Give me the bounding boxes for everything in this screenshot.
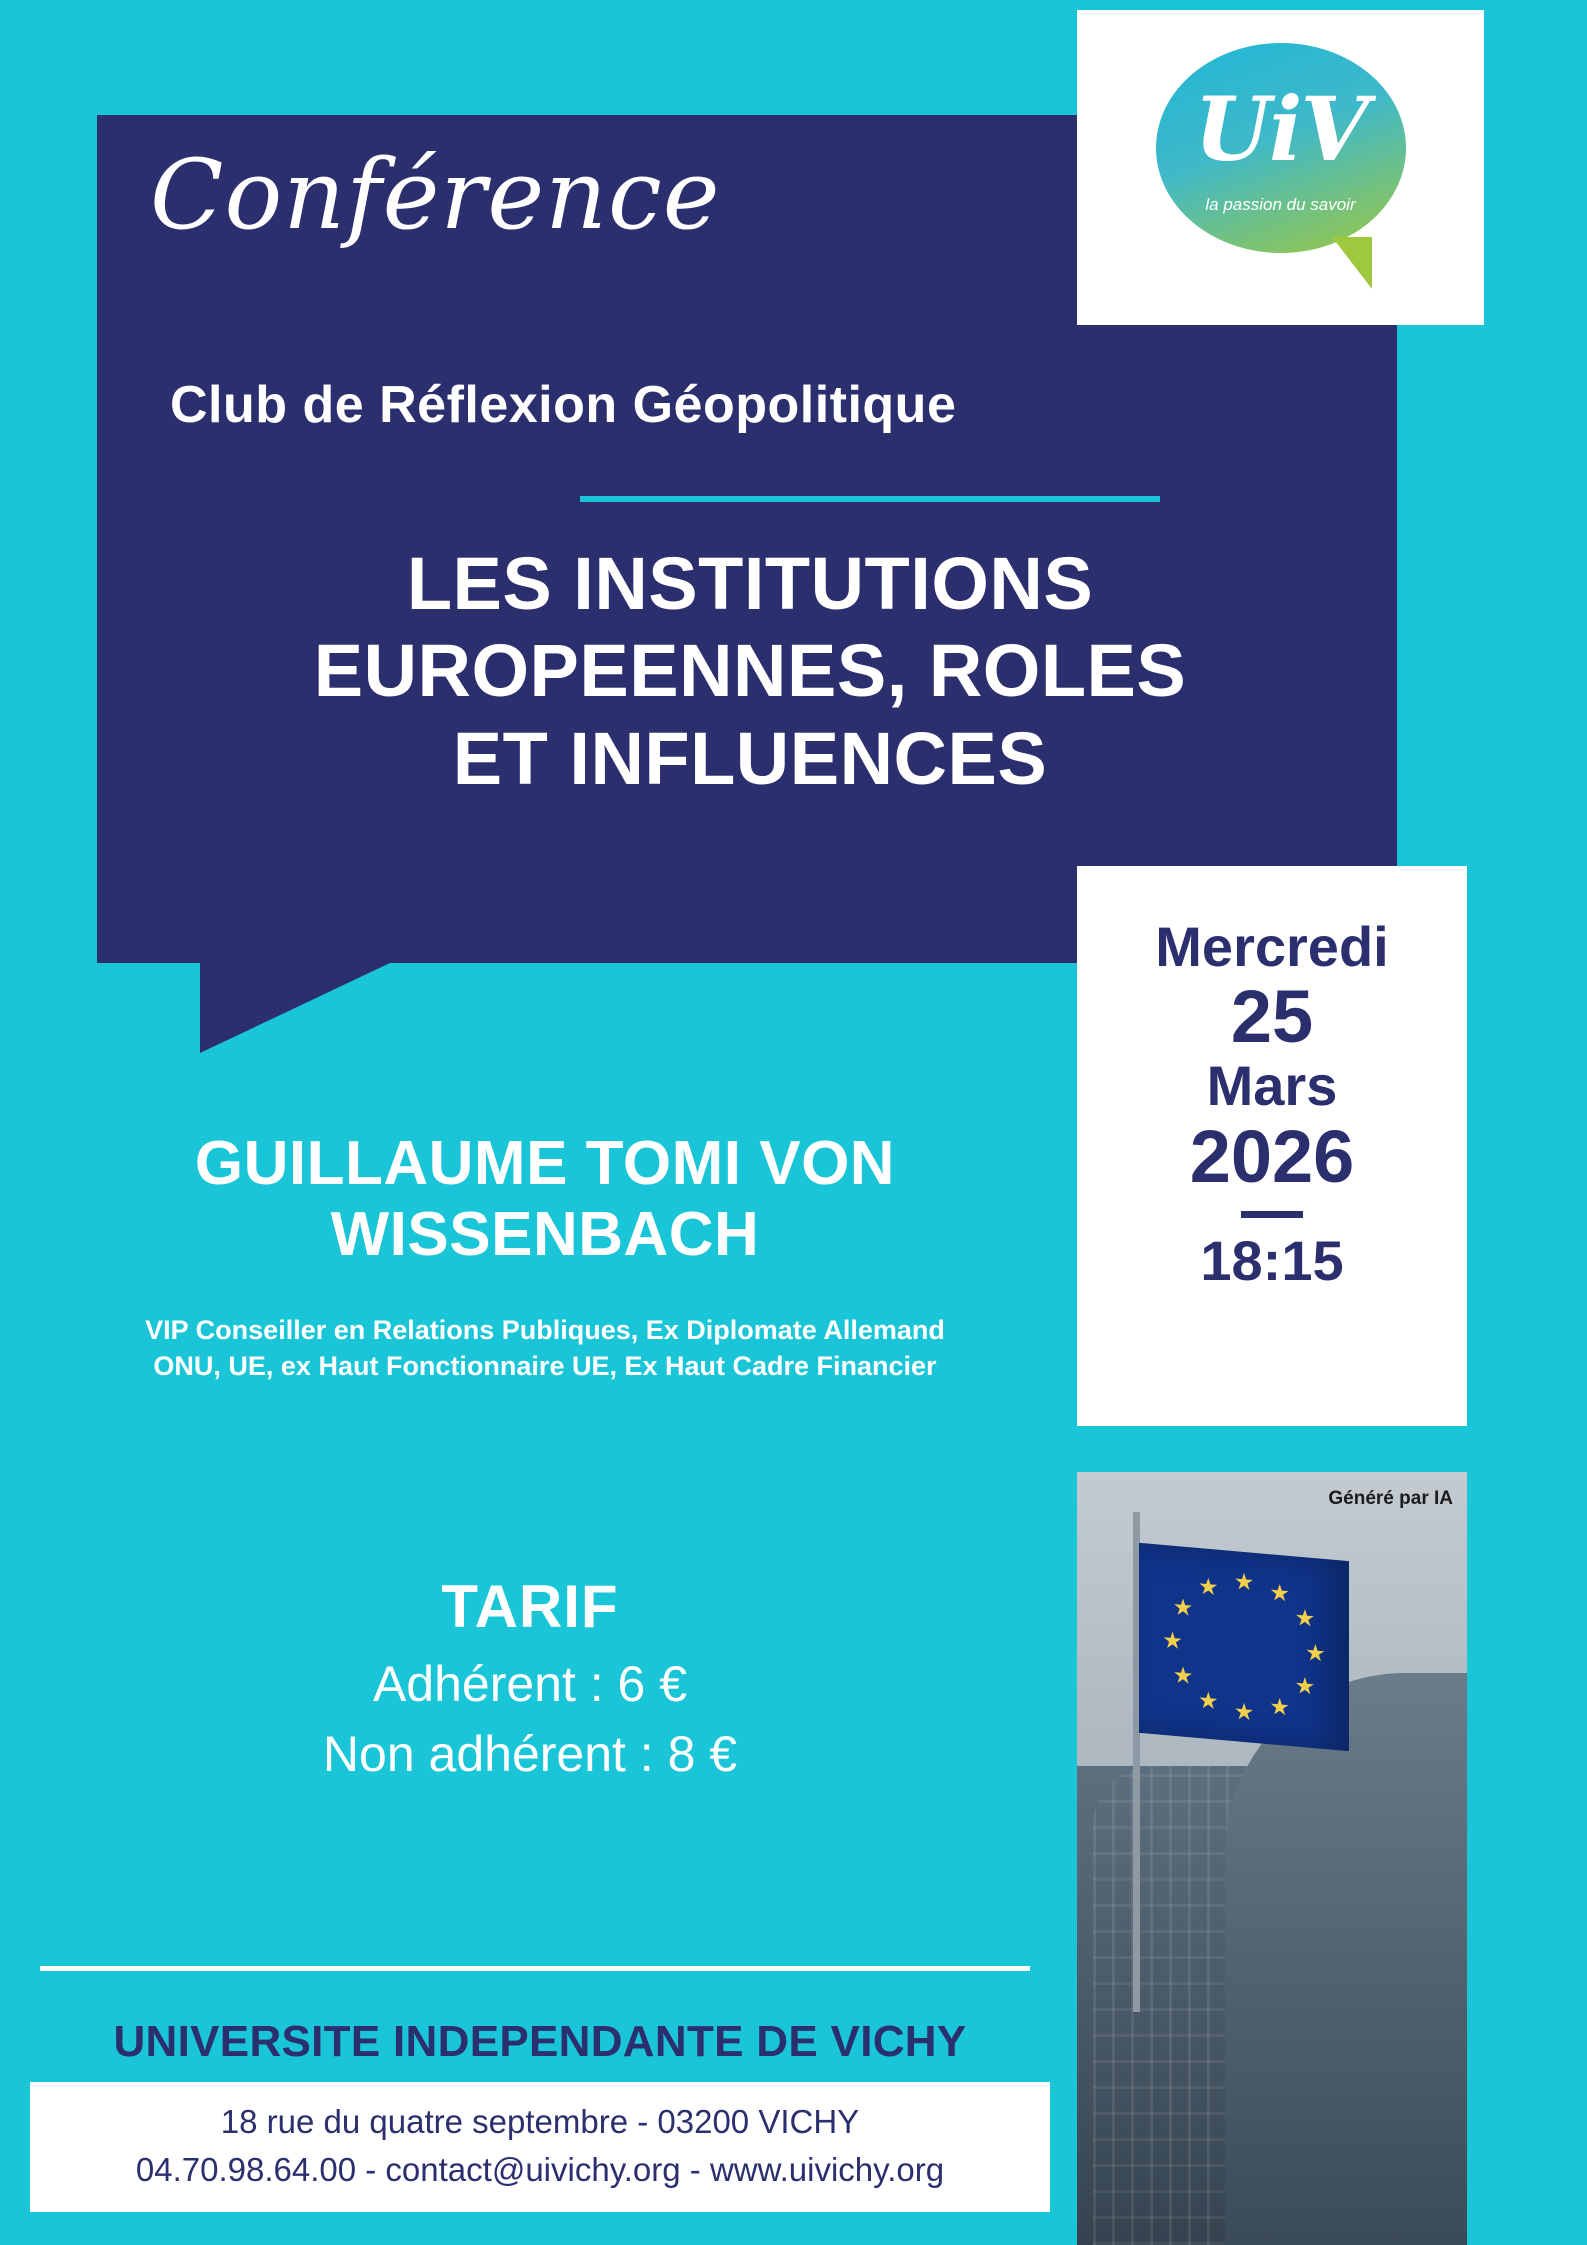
photo-building-curve [1225,1673,1467,2245]
footer-address: 18 rue du quatre septembre - 03200 VICHY [220,2103,860,2140]
club-subtitle: Club de Réflexion Géopolitique [170,376,957,434]
event-day-name: Mercredi [1155,915,1389,978]
footer-contact-box [30,2082,1050,2212]
uiv-logo [1077,10,1484,325]
speaker-role-line-1: VIP Conseiller en Relations Publiques, Ex Diplomate Allemand [145,1315,945,1345]
event-type-title: Conférence [150,139,721,251]
page-title-line-1: LES INSTITUTIONS [406,542,1094,625]
pricing-member: Adhérent : 6 € [372,1656,688,1712]
date-divider [1241,1211,1303,1218]
logo-inner [1156,43,1406,293]
event-date-box [1077,866,1467,1426]
event-month: Mars [1206,1054,1338,1118]
page-title [150,540,1350,802]
footer-divider [40,1966,1030,1971]
speaker-name-line-2: WISSENBACH [330,1200,760,1270]
european-parliament-photo [1077,1472,1467,2245]
photo-caption: Généré par IA [1328,1488,1453,1509]
speaker-role-line-2: ONU, UE, ex Haut Fonctionnaire UE, Ex Haut Cadre Financier [153,1351,937,1382]
event-year: 2026 [1189,1114,1355,1198]
page-title-line-3: ET INFLUENCES [452,716,1048,800]
speaker-name [30,1128,1060,1271]
event-time: 18:15 [1200,1228,1344,1292]
event-day-number: 25 [1230,974,1314,1058]
speaker-role [30,1312,1060,1385]
pricing-title: TARIF [441,1573,619,1640]
logo-tagline: la passion du savoir [1205,194,1356,214]
title-divider [580,496,1160,502]
logo-wordmark: UiV [1194,76,1367,181]
organization-name: UNIVERSITE INDEPENDANTE DE VICHY [113,2017,967,2066]
page-title-line-2: EUROPEENNES, ROLES [313,629,1187,713]
speaker-name-line-1: GUILLAUME TOMI VON [194,1129,896,1198]
pricing-non-member: Non adhérent : 8 € [322,1726,738,1782]
footer-contact-line: 04.70.98.64.00 - contact@uivichy.org - www.uivichy.org [135,2150,945,2188]
eu-flag-icon: ★ ★ ★ ★ ★ ★ ★ ★ ★ ★ ★ ★ [1139,1543,1349,1751]
